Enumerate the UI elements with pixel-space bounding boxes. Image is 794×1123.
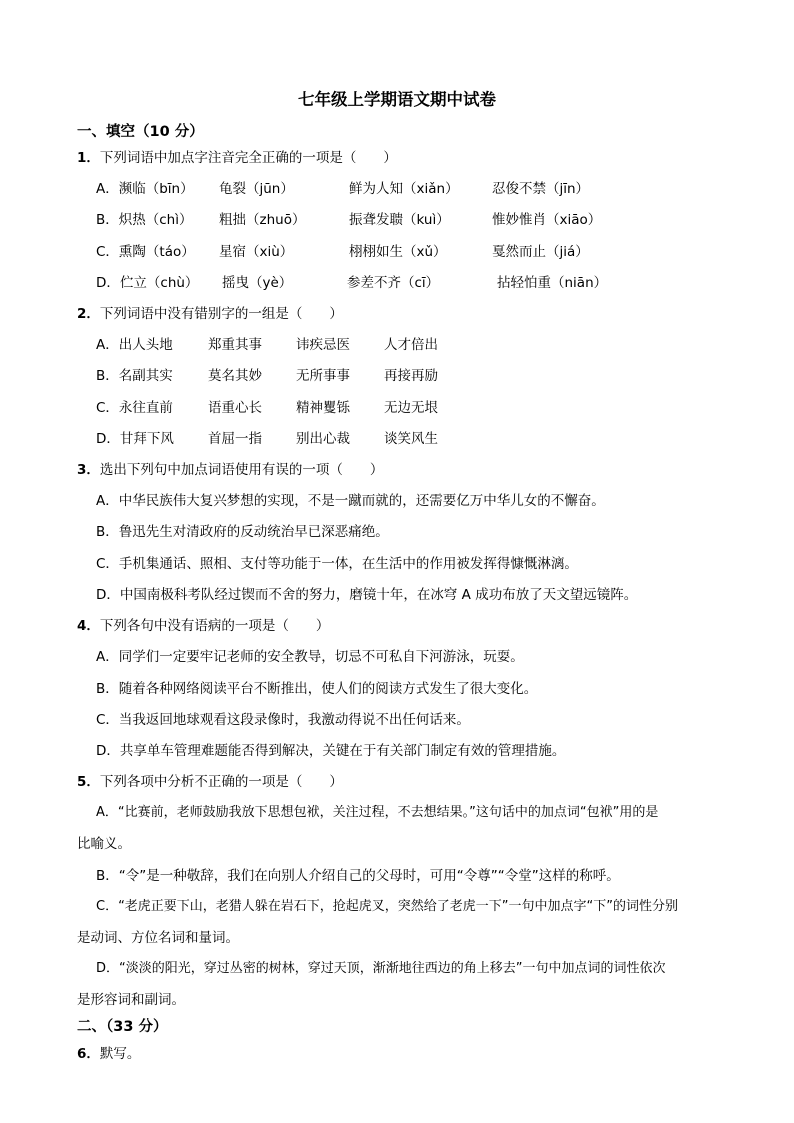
question-number: 6． — [77, 1046, 100, 1062]
option-a: A．中华民族伟大复兴梦想的实现，不是一蹴而就的，还需要亿万中华儿女的不懈奋。 — [96, 493, 605, 509]
option-c-line-2: 是动词、方位名词和量词。 — [77, 930, 239, 946]
question-number: 5． — [77, 774, 100, 790]
option-cell: C．熏陶（táo） — [96, 244, 195, 260]
option-cell: 忍俊不禁（jīn） — [492, 181, 590, 197]
option-d-line-1: D．“淡淡的阳光，穿过丛密的树林，穿过天顶，渐渐地往西边的角上移去”一句中加点词的词性依次 — [96, 961, 666, 976]
option-cell: 振聋发聩（kuì） — [349, 212, 450, 228]
question-number: 4． — [77, 618, 100, 634]
question-number: 1． — [77, 150, 100, 166]
option-cell: A．出人头地 — [96, 337, 173, 353]
option-cell: C．永往直前 — [96, 400, 173, 416]
option-cell: 莫名其妙 — [208, 368, 262, 384]
option-c-line-1: C．“老虎正要下山，老猎人躲在岩石下，抢起虎叉，突然给了老虎一下”一句中加点字“下”的词性分别 — [96, 899, 679, 914]
question-2 — [77, 302, 343, 322]
question-4 — [77, 614, 329, 634]
option-c: C．手机集通话、照相、支付等功能于一体，在生活中的作用被发挥得慷慨淋漓。 — [96, 556, 578, 572]
option-cell: D．伫立（chù） — [96, 275, 199, 291]
option-cell: 拈轻怕重（niān） — [497, 275, 608, 291]
option-a: A．同学们一定要牢记老师的安全教导，切忌不可私自下河游泳，玩耍。 — [96, 649, 524, 665]
option-cell: 鲜为人知（xiǎn） — [349, 181, 459, 197]
option-cell: 无所事事 — [296, 368, 350, 384]
option-cell: 无边无垠 — [384, 400, 438, 416]
question-3 — [77, 458, 383, 478]
option-cell: 讳疾忌医 — [296, 337, 350, 353]
option-d: D．中国南极科考队经过锲而不舍的努力，磨镜十年，在冰穹 A 成功布放了天文望远镜阵。 — [96, 587, 638, 603]
option-cell: 谈笑风生 — [384, 431, 438, 447]
question-stem: 下列各句中没有语病的一项是（ ） — [99, 618, 330, 634]
option-cell: 参差不齐（cī） — [347, 275, 440, 291]
question-number: 3． — [77, 462, 100, 478]
option-cell: 摇曳（yè） — [222, 275, 293, 291]
option-cell: 郑重其事 — [208, 337, 262, 353]
option-cell: B．炽热（chì） — [96, 212, 193, 228]
section-heading-1: 一、填空（10 分） — [77, 124, 204, 140]
question-1 — [77, 146, 397, 166]
option-b: B．“令”是一种敬辞，我们在向别人介绍自己的父母时，可用“令尊”“令堂”这样的称呼。 — [96, 868, 620, 884]
option-cell: 戛然而止（jiá） — [492, 244, 589, 260]
option-cell: 再接再励 — [384, 368, 438, 384]
option-cell: 语重心长 — [208, 400, 262, 416]
question-stem: 选出下列句中加点词语使用有误的一项（ ） — [99, 462, 384, 478]
option-a-line-1: A．“比赛前，老师鼓励我放下思想包袱，关注过程，不去想结果。”这句话中的加点词“包袱”用的是 — [96, 805, 659, 820]
section-heading-2: 二、（33 分） — [77, 1019, 168, 1035]
option-cell: D．甘拜下风 — [96, 431, 174, 447]
page-title: 七年级上学期语文期中试卷 — [298, 90, 496, 109]
question-6 — [77, 1042, 140, 1062]
question-stem: 下列各项中分析不正确的一项是（ ） — [99, 774, 343, 790]
option-b: B．鲁迅先生对清政府的反动统治早已深恶痛绝。 — [96, 524, 389, 540]
question-stem: 下列词语中没有错别字的一组是（ ） — [99, 306, 343, 322]
option-cell: 人才倍出 — [384, 337, 438, 353]
question-stem: 下列词语中加点字注音完全正确的一项是（ ） — [99, 150, 397, 166]
option-d-line-2: 是形容词和副词。 — [77, 992, 185, 1008]
option-b: B．随着各种网络阅读平台不断推出，使人们的阅读方式发生了很大变化。 — [96, 681, 538, 697]
option-d: D．共享单车管理难题能否得到解决，关键在于有关部门制定有效的管理措施。 — [96, 743, 566, 759]
question-number: 2． — [77, 306, 100, 322]
question-5 — [77, 770, 343, 790]
option-cell: 别出心裁 — [296, 431, 350, 447]
question-stem: 默写。 — [99, 1046, 141, 1062]
option-cell: B．名副其实 — [96, 368, 173, 384]
option-cell: 龟裂（jūn） — [219, 181, 294, 197]
option-cell: A．濒临（bīn） — [96, 181, 194, 197]
option-c: C．当我返回地球观看这段录像时，我激动得说不出任何话来。 — [96, 712, 470, 728]
option-cell: 精神矍铄 — [296, 400, 350, 416]
option-cell: 惟妙惟肖（xiāo） — [492, 212, 602, 228]
option-cell: 粗拙（zhuō） — [219, 212, 306, 228]
option-a-line-2: 比喻义。 — [77, 836, 131, 852]
option-cell: 栩栩如生（xǔ） — [349, 244, 447, 260]
option-cell: 星宿（xiù） — [219, 244, 294, 260]
option-cell: 首屈一指 — [208, 431, 262, 447]
